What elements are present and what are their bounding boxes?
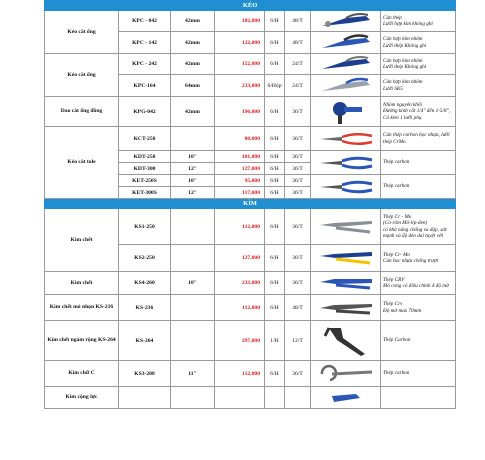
section-title: KÉO xyxy=(45,1,456,11)
product-description: Thép Carbon xyxy=(381,321,456,361)
product-code: KS2-250 xyxy=(119,245,171,272)
pack-qty: 6/H xyxy=(265,187,285,199)
product-price: 122,000 xyxy=(215,32,265,54)
product-code xyxy=(119,387,171,409)
box-qty: 12/T xyxy=(285,321,311,361)
table-row xyxy=(45,209,456,245)
table-row xyxy=(45,321,456,361)
product-name: Kìm chết ngàm rộng KS-264 xyxy=(45,321,119,361)
locking-pliers-icon xyxy=(311,245,381,272)
table-row xyxy=(45,295,456,321)
product-description: Thép CRV Mỏ cong có điều chỉnh 4 độ mở xyxy=(381,272,456,295)
tin-snips-icon xyxy=(311,151,381,175)
table-row xyxy=(45,387,456,409)
product-code: KDT-250 xyxy=(119,151,171,163)
table-row xyxy=(45,361,456,387)
table-row xyxy=(45,97,456,127)
product-price: 297,000 xyxy=(215,321,265,361)
pack-qty: 6/H xyxy=(265,163,285,175)
product-description: Thép Cr - Mo (Có-rôm Mô-líp-đen) có khả năng chống va đập, sức mạnh và độ dẻo dai tuyệt vời xyxy=(381,209,456,245)
product-price xyxy=(215,387,265,409)
product-description: Cán hợp kim nhôm Lưỡi thép Không ghỉ xyxy=(381,54,456,75)
product-description: Nhôm nguyên khối Đường kính cắt 1/4" đến 1-5/8", Có kèm 1 lưỡi phụ xyxy=(381,97,456,127)
pack-qty: 6/H xyxy=(265,295,285,321)
product-price: 95,000 xyxy=(215,175,265,187)
product-name: Kéo cắt tole xyxy=(45,127,119,199)
table-row xyxy=(45,11,456,32)
section-header-kim xyxy=(45,199,456,209)
tin-snips-icon xyxy=(311,127,381,151)
product-code: KPC - 042 xyxy=(119,11,171,32)
product-size xyxy=(171,127,215,151)
product-price: 112,000 xyxy=(215,361,265,387)
pack-qty xyxy=(265,387,285,409)
box-qty: 36/T xyxy=(285,272,311,295)
section-title: KÌM xyxy=(45,199,456,209)
pack-qty: 6/H xyxy=(265,127,285,151)
product-code: KS-216 xyxy=(119,295,171,321)
price-sheet xyxy=(44,0,455,409)
product-price: 127,000 xyxy=(215,163,265,175)
product-name: Kéo cắt ống xyxy=(45,54,119,97)
bolt-cutter-icon xyxy=(311,387,381,409)
product-price: 196,000 xyxy=(215,97,265,127)
product-code: KDT-300 xyxy=(119,163,171,175)
pipe-cutter-icon xyxy=(311,54,381,75)
product-code: KPG-042 xyxy=(119,97,171,127)
box-qty: 36/T xyxy=(285,209,311,245)
product-size xyxy=(171,387,215,409)
pack-qty: 6/H xyxy=(265,245,285,272)
box-qty: 24/T xyxy=(285,75,311,97)
product-description: Thép Cr- Mo Cán bọc nhựa chống trượt xyxy=(381,245,456,272)
box-qty: 36/T xyxy=(285,175,311,187)
product-price: 102,000 xyxy=(215,11,265,32)
pack-qty: 6/H xyxy=(265,272,285,295)
product-price: 80,000 xyxy=(215,127,265,151)
box-qty: 36/T xyxy=(285,187,311,199)
product-name: Kìm chữ C xyxy=(45,361,119,387)
pack-qty: 6/Hộp xyxy=(265,75,285,97)
box-qty: 36/T xyxy=(285,245,311,272)
product-description: Cán thép carbon bọc nhựa, lưỡi thép CrMo xyxy=(381,127,456,151)
product-code: KPC - 242 xyxy=(119,54,171,75)
product-size: 11" xyxy=(171,361,215,387)
pipe-cutter-icon xyxy=(311,11,381,32)
product-description: Cán thép Lưỡi hợp kim không ghỉ xyxy=(381,11,456,32)
product-size: 10" xyxy=(171,272,215,295)
locking-pliers-icon xyxy=(311,295,381,321)
tin-snips-icon xyxy=(311,175,381,199)
product-code: KS4-260 xyxy=(119,272,171,295)
product-description: Thép Crv Độ mở max 70mm xyxy=(381,295,456,321)
product-name: Kìm chết mỏ nhọn KS-216 xyxy=(45,295,119,321)
box-qty: 48/T xyxy=(285,295,311,321)
product-code: KET-250S xyxy=(119,175,171,187)
product-name: Kìm chết xyxy=(45,209,119,272)
product-description: Thép carbon xyxy=(381,361,456,387)
product-name: Kéo cắt ống xyxy=(45,11,119,54)
pack-qty: 6/H xyxy=(265,175,285,187)
box-qty: 36/T xyxy=(285,97,311,127)
product-size: 42mm xyxy=(171,11,215,32)
product-code: KS3-208 xyxy=(119,361,171,387)
product-price: 101,000 xyxy=(215,151,265,163)
product-price: 112,000 xyxy=(215,209,265,245)
product-price: 152,000 xyxy=(215,54,265,75)
locking-pliers-icon xyxy=(311,272,381,295)
c-clamp-icon xyxy=(311,361,381,387)
locking-pliers-icon xyxy=(311,321,381,361)
product-price: 233,000 xyxy=(215,75,265,97)
product-description: Thép carbon xyxy=(381,151,456,175)
box-qty: 48/T xyxy=(285,32,311,54)
pipe-cutter-icon xyxy=(311,75,381,97)
product-description xyxy=(381,387,456,409)
box-qty: 36/T xyxy=(285,151,311,163)
product-name: Kìm chết xyxy=(45,272,119,295)
product-size: 10" xyxy=(171,151,215,163)
pack-qty: 6/H xyxy=(265,361,285,387)
product-price: 233,000 xyxy=(215,272,265,295)
table-row xyxy=(45,127,456,151)
tube-cutter-icon xyxy=(311,97,381,127)
box-qty xyxy=(285,387,311,409)
pack-qty: 6/H xyxy=(265,151,285,163)
product-size: 64mm xyxy=(171,75,215,97)
product-size: 12" xyxy=(171,163,215,175)
table-row xyxy=(45,54,456,75)
product-name: Dao cắt ống đồng xyxy=(45,97,119,127)
product-size: 12" xyxy=(171,187,215,199)
box-qty: 36/T xyxy=(285,163,311,175)
product-size: 42mm xyxy=(171,54,215,75)
product-price: 127,000 xyxy=(215,245,265,272)
product-code: KPC-164 xyxy=(119,75,171,97)
product-description: Cán hợp kim nhôm Lưỡi thép Không ghỉ xyxy=(381,32,456,54)
product-size: 10" xyxy=(171,175,215,187)
product-code: KET-300S xyxy=(119,187,171,199)
product-size: 42mm xyxy=(171,32,215,54)
product-code: KS-264 xyxy=(119,321,171,361)
product-code: KS1-250 xyxy=(119,209,171,245)
product-size xyxy=(171,321,215,361)
pack-qty: 1/H xyxy=(265,321,285,361)
box-qty: 48/T xyxy=(285,11,311,32)
pipe-cutter-icon xyxy=(311,32,381,54)
box-qty: 24/T xyxy=(285,54,311,75)
product-description: Thép carbon xyxy=(381,175,456,199)
pack-qty: 6/H xyxy=(265,32,285,54)
product-code: KCT-250 xyxy=(119,127,171,151)
pack-qty: 6/H xyxy=(265,209,285,245)
product-description: Cán hợp kim nhôm Lưỡi SK5 xyxy=(381,75,456,97)
product-price: 112,000 xyxy=(215,295,265,321)
product-price: 117,000 xyxy=(215,187,265,199)
product-size xyxy=(171,245,215,272)
product-code: KPC - 142 xyxy=(119,32,171,54)
product-size xyxy=(171,209,215,245)
product-name: Kìm cộng lực xyxy=(45,387,119,409)
pack-qty: 6/H xyxy=(265,97,285,127)
box-qty: 36/T xyxy=(285,127,311,151)
product-table xyxy=(44,0,456,409)
locking-pliers-icon xyxy=(311,209,381,245)
product-size: 42mm xyxy=(171,97,215,127)
section-header-keo xyxy=(45,1,456,11)
product-size xyxy=(171,295,215,321)
pack-qty: 6/H xyxy=(265,11,285,32)
box-qty: 36/T xyxy=(285,361,311,387)
table-row xyxy=(45,272,456,295)
pack-qty: 6/H xyxy=(265,54,285,75)
